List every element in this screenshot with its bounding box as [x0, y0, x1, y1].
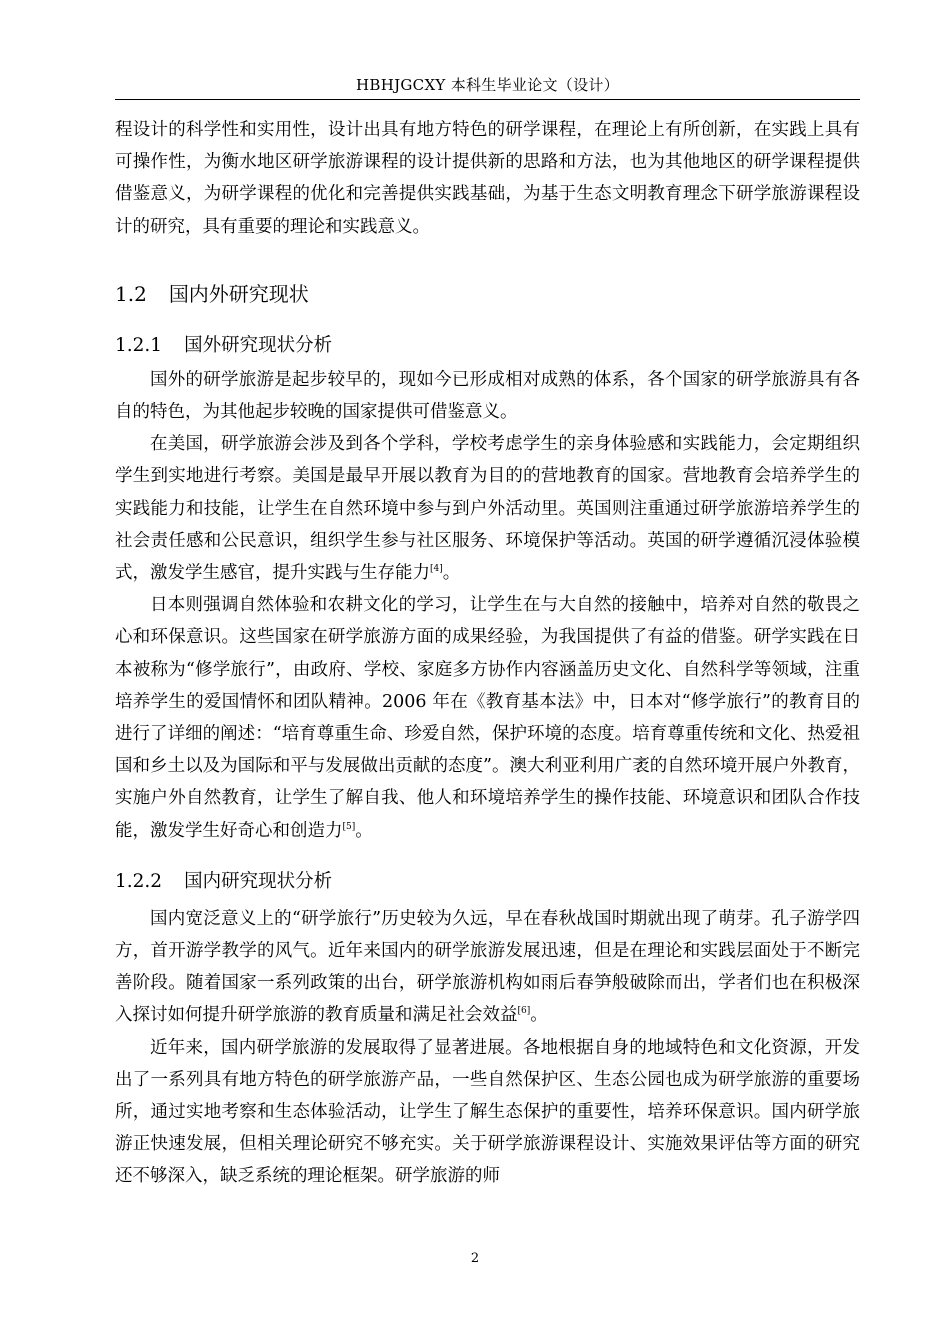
paragraph-end: 。: [355, 820, 373, 841]
paragraph: 国外的研学旅游是起步较早的，现如今已形成相对成熟的体系，各个国家的研学旅游具有各自的特色，为其他起步较晚的国家提供可借鉴意义。: [115, 369, 860, 423]
paragraph-end: 。: [530, 1005, 548, 1026]
section-title: 国内外研究现状: [168, 281, 309, 306]
subsection-heading-domestic: [115, 866, 860, 898]
page-content: [115, 114, 860, 1193]
header-rule: [115, 99, 860, 100]
citation: [5]: [342, 821, 356, 832]
page-number: 2: [470, 1251, 480, 1266]
paragraph-text: 在美国，研学旅游会涉及到各个学科，学校考虑学生的亲身体验感和实践能力，会定期组织学生到实地进行考察。美国是最早开展以教育为目的的营地教育的国家。营地教育会培养学生的实践能力和技能，让学生在自然环境中参与到户外活动里。英国则注重通过研学旅游培养学生的社会责任感和公民意识，组织学生参与社区服务、环境保护等活动。英国的研学遵循沉浸体验模式，激发学生感官，提升实践与生存能力: [115, 434, 860, 584]
section-heading: [115, 278, 860, 310]
subsection-number: 1.2.2: [115, 870, 163, 892]
citation: [4]: [430, 564, 443, 575]
subsection-number: 1.2.1: [115, 334, 163, 356]
paragraph-end: 。: [442, 563, 461, 584]
paragraph: [115, 428, 860, 589]
paragraph: 近年来，国内研学旅游的发展取得了显著进展。各地根据自身的地域特色和文化资源，开发出了一系列具有地方特色的研学旅游产品，一些自然保护区、生态公园也成为研学旅游的重要场所，通过实地考察和生态体验活动，让学生了解生态保护的重要性，培养环保意识。国内研学旅游正快速发展，但相关理论研究不够充实。关于研学旅游课程设计、实施效果评估等方面的研究还不够深入，缺乏系统的理论框架。研学旅游的师: [115, 1037, 860, 1187]
section-number: 1.2: [115, 281, 147, 306]
paragraph-text: 国内宽泛意义上的“研学旅行”历史较为久远，早在春秋战国时期就出现了萌芽。孔子游学四方，首开游学教学的风气。近年来国内的研学旅游发展迅速，但是在理论和实践层面处于不断完善阶段。随着国家一系列政策的出台，研学旅游机构如雨后春笋般破除而出，学者们也在积极深入探讨如何提升研学旅游的教育质量和满足社会效益: [115, 908, 860, 1026]
subsection-heading-foreign: [115, 330, 860, 362]
paragraph: [115, 903, 860, 1032]
continued-paragraph: 程设计的科学性和实用性，设计出具有地方特色的研学课程，在理论上有所创新，在实践上具有可操作性，为衡水地区研学旅游课程的设计提供新的思路和方法，也为其他地区的研学课程提供借鉴意义，为研学课程的优化和完善提供实践基础，为基于生态文明教育理念下研学旅游课程设计的研究，具有重要的理论和实践意义。: [115, 120, 860, 237]
citation: [6]: [517, 1006, 531, 1017]
subsection-title: 国外研究现状分析: [184, 334, 333, 356]
paragraph-text: 日本则强调自然体验和农耕文化的学习，让学生在与大自然的接触中，培养对自然的敬畏之心和环保意识。这些国家在研学旅游方面的成果经验，为我国提供了有益的借鉴。研学实践在日本被称为“修学旅行”，由政府、学校、家庭多方协作内容涵盖历史文化、自然科学等领域，注重培养学生的爱国情怀和团队精神。2006 年在《教育基本法》中，日本对“修学旅行”的教育目的进行了详细的阐述：“培育尊重生命、珍爱自然，保护环境的态度。培育尊重传统和文化、热爱祖国和乡土以及为国际和平与发展做出贡献的态度”。澳大利亚利用广袤的自然环境开展户外教育，实施户外自然教育，让学生了解自我、他人和环境培养学生的操作技能、环境意识和团队合作技能，激发学生好奇心和创造力: [115, 595, 860, 841]
running-header: HBHJGCXY 本科生毕业论文（设计）: [355, 76, 619, 94]
subsection-title: 国内研究现状分析: [184, 870, 333, 892]
paragraph: [115, 589, 860, 847]
